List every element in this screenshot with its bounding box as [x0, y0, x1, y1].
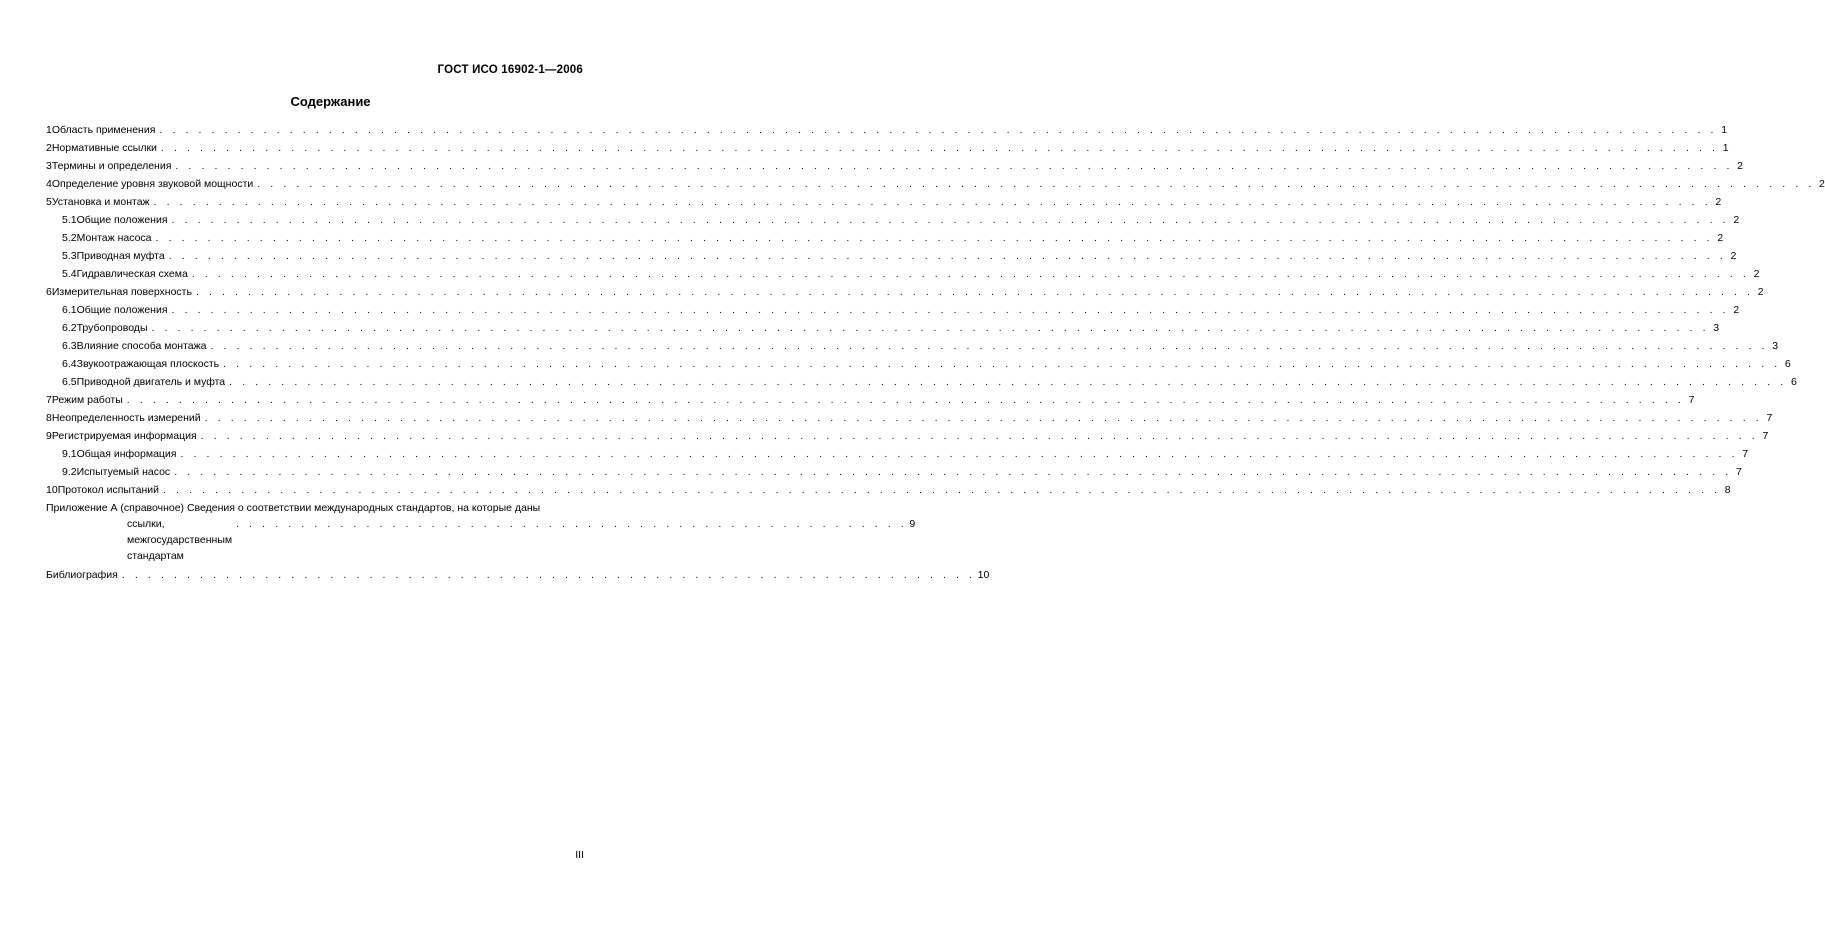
toc-page-number: 2: [1753, 268, 1760, 280]
toc-entry-number: 8: [46, 412, 52, 424]
toc-entry[interactable]: [46, 337, 1779, 355]
toc-page-number: 6: [1790, 376, 1797, 388]
toc-entry-number: 5.3: [62, 250, 77, 262]
toc-page-number: 8: [1724, 484, 1731, 496]
toc-entry-label: Трубопроводы: [76, 322, 148, 334]
toc-entry-label: Монтаж насоса: [76, 232, 152, 244]
leader-dots: . . . . . . . . . . . . . . . . . . . . . . . . . . . . . . . . . . . . . . . . . . . . . . . . . . . . . . . . . . . . . . . . . . . . . . . . . . . . . . . . . . . . . . . . . . . . . . . . . . . . . . . . . . . . . . . . . . . . . . . .: [223, 358, 1781, 370]
toc-entry-label: Регистрируемая информация: [51, 430, 197, 442]
toc-page-number: 2: [1715, 196, 1722, 208]
toc-entry-label: Общие положения: [76, 214, 168, 226]
toc-entry-number: 5.2: [62, 232, 77, 244]
toc-page-number: 2: [1733, 304, 1740, 316]
page-number: III: [575, 849, 584, 861]
toc-entry-label: Режим работы: [51, 394, 123, 406]
toc-entry[interactable]: [46, 247, 1737, 265]
leader-dots: . . . . . . . . . . . . . . . . . . . . . . . . . . . . . . . . . . . . . . . . . . . . . . . . . . . . . . . . . . . . . . . . . . . . . . . . . . . . . . . . . . . . . . . . . . . . . . . . . . . . . . . . . . . . . . . . . . . . . . . .: [204, 412, 1763, 424]
toc-entry-label: Звукоотражающая плоскость: [76, 358, 220, 370]
toc-entry-number: 9.2: [62, 466, 77, 478]
leader-dots: . . . . . . . . . . . . . . . . . . . . . . . . . . . . . . . . . . . . . . . . . . . . . . . . . . . . . . . . . . . . . . . . . . . . . . . . . . . . . . . . . . . . . . . . . . . . . . . . . . . . . . . . . . . . . . . . . . . . . . . .: [153, 196, 1712, 208]
toc-page-number: 10: [977, 569, 990, 581]
toc-page-number: 2: [1737, 160, 1744, 172]
toc-entry-number: 6: [46, 286, 52, 298]
toc-entry[interactable]: [46, 409, 1773, 427]
leader-dots: . . . . . . . . . . . . . . . . . . . . . . . . . . . . . . . . . . . . . . . . . . . . . . . . . . . . . . . . . . . . . . . . . . . . . . . . . . . . . . . . . . . . . . . . . . . . . . . . . . . . . . . . . . . . . . . . . . . . . . . .: [171, 304, 1730, 316]
toc-entry[interactable]: [46, 175, 1825, 193]
toc-page-number: 7: [1762, 430, 1769, 442]
toc-entry-label: Общая информация: [76, 448, 177, 460]
leader-dots: . . . . . . . . . . . . . . . . . . . . . . . . . . . . . . . . . . . . . . . . . . . . . . . . . . . . . . . . . . . . . . . . . . . . . . . . . . . . . . . . . . . . . . . . . . . . . . . . . . . . . . . . . . . . . . . . . . . . . . . .: [160, 142, 1719, 154]
toc-entry-number: 6.2: [62, 322, 77, 334]
toc-entry-label: Неопределенность измерений: [51, 412, 201, 424]
toc-entry[interactable]: [46, 319, 1720, 337]
toc-entries: [46, 121, 1825, 499]
leader-dots: . . . . . . . . . . . . . . . . . . . . . . . . . . . . . . . . . . . . . . . . . . . . . . . . . . . . . . . . . . . . . . . . . . . . . . . . . . . . . . . . . . . . . . . . . . . . . . . . . . . . . . . . . . . . . . . . . . . . . . . .: [180, 448, 1739, 460]
toc-page-number: 2: [1717, 232, 1724, 244]
leader-dots: . . . . . . . . . . . . . . . . . . . . . . . . . . . . . . . . . . . . . . . . . . . . . . . . . . . . . . . . . . . . . . . . . . . . . . . . . . . . . . . . . . . . . . . . . . . . . . . . . . . . . . . . . . . . . . . . . . . . . . . .: [195, 286, 1754, 298]
toc-entry[interactable]: [46, 445, 1749, 463]
toc-page-number: 9: [909, 518, 916, 530]
toc-entry-label: Испытуемый насос: [76, 466, 171, 478]
toc-entry[interactable]: [46, 229, 1724, 247]
toc-entry[interactable]: [46, 373, 1797, 391]
toc-entry-number: 2: [46, 142, 52, 154]
table-of-contents: [46, 121, 1825, 584]
toc-entry-number: 6.1: [62, 304, 77, 316]
toc-entry[interactable]: [46, 301, 1740, 319]
toc-entry-number: 5: [46, 196, 52, 208]
toc-entry-label: Влияние способа монтажа: [76, 340, 207, 352]
leader-dots: . . . . . . . . . . . . . . . . . . . . . . . . . . . . . . . . . . . . . . . . . . . . . . . . . . . . . . . . . . . . . . . . . . . . . . . . . . . . . . . . . . . . . . . . . . . . . . . . . . . . . . . . . . . . . . . . . . . . . . . .: [200, 430, 1759, 442]
toc-entry-label: Протокол испытаний: [57, 484, 159, 496]
toc-page-number: 7: [1735, 466, 1742, 478]
leader-dots: . . . . . . . . . . . . . . . . . . . . . . . . . . . . . . . . . . . . . . . . . . . . . . . . . . . . . . . . . . . . . . . . . . . . . . . . . . . . . . . . . . . . . . . . . . . . . . . . . . . . . . . . . . . . . . . . . . . . . . . .: [168, 250, 1727, 262]
toc-entry-label: Установка и монтаж: [51, 196, 150, 208]
toc-entry-appendix-a[interactable]: [46, 500, 916, 564]
toc-entry-number: 6.5: [62, 376, 77, 388]
toc-entry[interactable]: [46, 481, 1731, 499]
toc-entry-number: 6.4: [62, 358, 77, 370]
toc-page-number: 7: [1766, 412, 1773, 424]
toc-entry[interactable]: [46, 193, 1722, 211]
toc-page-number: 2: [1819, 178, 1825, 190]
toc-page-number: 2: [1733, 214, 1740, 226]
toc-entry-label: Библиография: [46, 569, 118, 581]
toc-entry-label: Измерительная поверхность: [51, 286, 192, 298]
toc-page-number: 7: [1688, 394, 1695, 406]
toc-entry[interactable]: [46, 463, 1742, 481]
toc-page-number: 1: [1721, 124, 1728, 136]
toc-title: Содержание: [290, 94, 371, 109]
leader-dots: . . . . . . . . . . . . . . . . . . . . . . . . . . . . . . . . . . . . . . . . . . . . . . . . . . . . . . . . . . . . . . . . . . . . . . . . . . . . . . . . . . . . . . . . . . . . . . . . . . . . . . . . . . . . . . . . . . . . . . . .: [229, 376, 1787, 388]
document-code: ГОСТ ИСО 16902-1—2006: [437, 64, 583, 76]
toc-entry-number: 5.4: [62, 268, 77, 280]
toc-entry-number: 3: [46, 160, 52, 172]
toc-entry-number: 5.1: [62, 214, 77, 226]
toc-entry-bibliography[interactable]: [46, 566, 990, 584]
toc-entry-label: Определение уровня звуковой мощности: [51, 178, 254, 190]
toc-entry-number: 4: [46, 178, 52, 190]
toc-entry-number: 6.3: [62, 340, 77, 352]
toc-entry[interactable]: [46, 283, 1764, 301]
toc-page-number: 3: [1713, 322, 1720, 334]
leader-dots: . . . . . . . . . . . . . . . . . . . . . . . . . . . . . . . . . . . . . . . . . . . . . . . . . . . . . . . . . . . . . . . . . . . . . . . . . . . . . . . . . . . . . . . . . . . . . . . . . . . . . . . . . . . . . . . . . . . . . . . .: [191, 268, 1750, 280]
toc-entry[interactable]: [46, 157, 1744, 175]
toc-entry[interactable]: [46, 427, 1769, 445]
toc-entry-number: 1: [46, 124, 52, 136]
leader-dots: . . . . . . . . . . . . . . . . . . . . . . . . . . . . . . . . . . . . . . . . . . . . . . . . . . . . . . . . . . . . . . . . . . . . . . . . . . . . . . . . . . . . . . . . . . . . . . . . . . . . . . . . . . . . . . . . . . . . . . . .: [151, 322, 1710, 334]
leader-dots: . . . . . . . . . . . . . . . . . . . . . . . . . . . . . . . . . . . . . . . . . . . . . . . . . . . . . . . . . . . . . . . . . . . . . . . . . . . . . . . . . . . . . . . . . . . . . . . . . . . . . . . . . . . . . . . . . . . . . . . .: [175, 160, 1734, 172]
toc-entry[interactable]: [46, 265, 1760, 283]
toc-page-number: 2: [1757, 286, 1764, 298]
toc-entry-number: 9.1: [62, 448, 77, 460]
leader-dots: . . . . . . . . . . . . . . . . . . . . . . . . . . . . . . . . . . . . . . . . . . . . . . . . . . . . . . . . . . . . . . . . . . . . . . . . . . . . . . . . . . . . . . . . . . . . . . . . . . . . . . . . . . . . . . . . . . . . . . . .: [126, 394, 1685, 406]
toc-entry[interactable]: [46, 391, 1695, 409]
leader-dots: . . . . . . . . . . . . . . . . . . . . . . . . . . . . . . . . . . . . . . . . . . . . . . . . . . . . . . . . . . . . . . . . . . . . . . . . . . . . . . . . . . . . . . . . . . . . . . . . . . . . . . . . . . . . . . . . . . . . . . . .: [163, 484, 1721, 496]
toc-entry-label: Нормативные ссылки: [51, 142, 157, 154]
toc-page-number: 3: [1772, 340, 1779, 352]
leader-dots: . . . . . . . . . . . . . . . . . . . . . . . . . . . . . . . . . . . . . . . . . . . . . . . . . . . . . . . . . . . . . . . . . . . . . . . . . . . . . . . . . . . . . . . . . . . . . . . . . . . . . . . . . . . . . . . . . . . . . . . .: [210, 340, 1769, 352]
leader-dots: . . . . . . . . . . . . . . . . . . . . . . . . . . . . . . . . . . . . . . . . . . . . . . . . . . . . . . . . . . . . . . . . . . . . . . . . . . . . . . . . . . . . . . . . . . . . . . . . . . . . . . . . . . . . . . . . . . . . . . . .: [159, 124, 1718, 136]
leader-dots: . . . . . . . . . . . . . . . . . . . . . . . . . . . . . . . . . . . . . . . . . . . . . . . . . . . . . . . . . . . . . . . . . . . . . . . . . . . . . . . . . . . . . . . . . . . . . . . . . . . . . . . . . . . . . . . . . . . . . . . .: [155, 232, 1714, 244]
toc-entry-label: Приводная муфта: [76, 250, 165, 262]
leader-dots: . . . . . . . . . . . . . . . . . . . . . . . . . . . . . . . . . . . . . . . . . . . . . . . . . . . . . . . . . . . . . . . . . . . . . . . . . . . . . . . . . . . . . . . . . . . . . . . . . . . . . . . . . . . . . . . . . . . . . . . .: [174, 466, 1732, 478]
leader-dots: . . . . . . . . . . . . . . . . . . . . . . . . . . . . . . . . . . . . . . . . . . . . . . . . . . . .: [236, 518, 908, 530]
leader-dots: . . . . . . . . . . . . . . . . . . . . . . . . . . . . . . . . . . . . . . . . . . . . . . . . . . . . . . . . . . . . . . . . . . . . . . . . . . . . . . . . . . . . . . . . . . . . . . . . . . . . . . . . . . . . . . . . . . . . . . . .: [171, 214, 1730, 226]
leader-dots: . . . . . . . . . . . . . . . . . . . . . . . . . . . . . . . . . . . . . . . . . . . . . . . . . . . . . . . . . . . . . . . . . . . . . . . . . . . . . . . . . . . . . . . . . . . . . . . . . . . . . . . . . . . . . . . . . . . . . . . .: [257, 178, 1815, 190]
toc-entry-label: Общие положения: [76, 304, 168, 316]
toc-entry-number: 9: [46, 430, 52, 442]
toc-entry-label: Область применения: [51, 124, 156, 136]
toc-page-number: 1: [1722, 142, 1729, 154]
appendix-line-1: Приложение А (справочное) Сведения о соответствии международных стандартов, на которые даны: [46, 502, 541, 514]
toc-entry[interactable]: [46, 121, 1728, 139]
toc-page-number: 7: [1742, 448, 1749, 460]
toc-entry-number: 10: [46, 484, 58, 496]
toc-entry[interactable]: [46, 211, 1740, 229]
toc-entry-number: 7: [46, 394, 52, 406]
toc-entry-label: Термины и определения: [51, 160, 172, 172]
appendix-line-2: ссылки, межгосударственным стандартам: [127, 518, 233, 562]
toc-page-number: 6: [1784, 358, 1791, 370]
toc-entry[interactable]: [46, 139, 1729, 157]
toc-page-number: 2: [1730, 250, 1737, 262]
toc-entry-label: Приводной двигатель и муфта: [76, 376, 226, 388]
toc-entry-label: Гидравлическая схема: [76, 268, 188, 280]
toc-entry[interactable]: [46, 355, 1791, 373]
leader-dots: . . . . . . . . . . . . . . . . . . . . . . . . . . . . . . . . . . . . . . . . . . . . . . . . . . . . . . . . . . . . . . . . . .: [121, 569, 976, 581]
